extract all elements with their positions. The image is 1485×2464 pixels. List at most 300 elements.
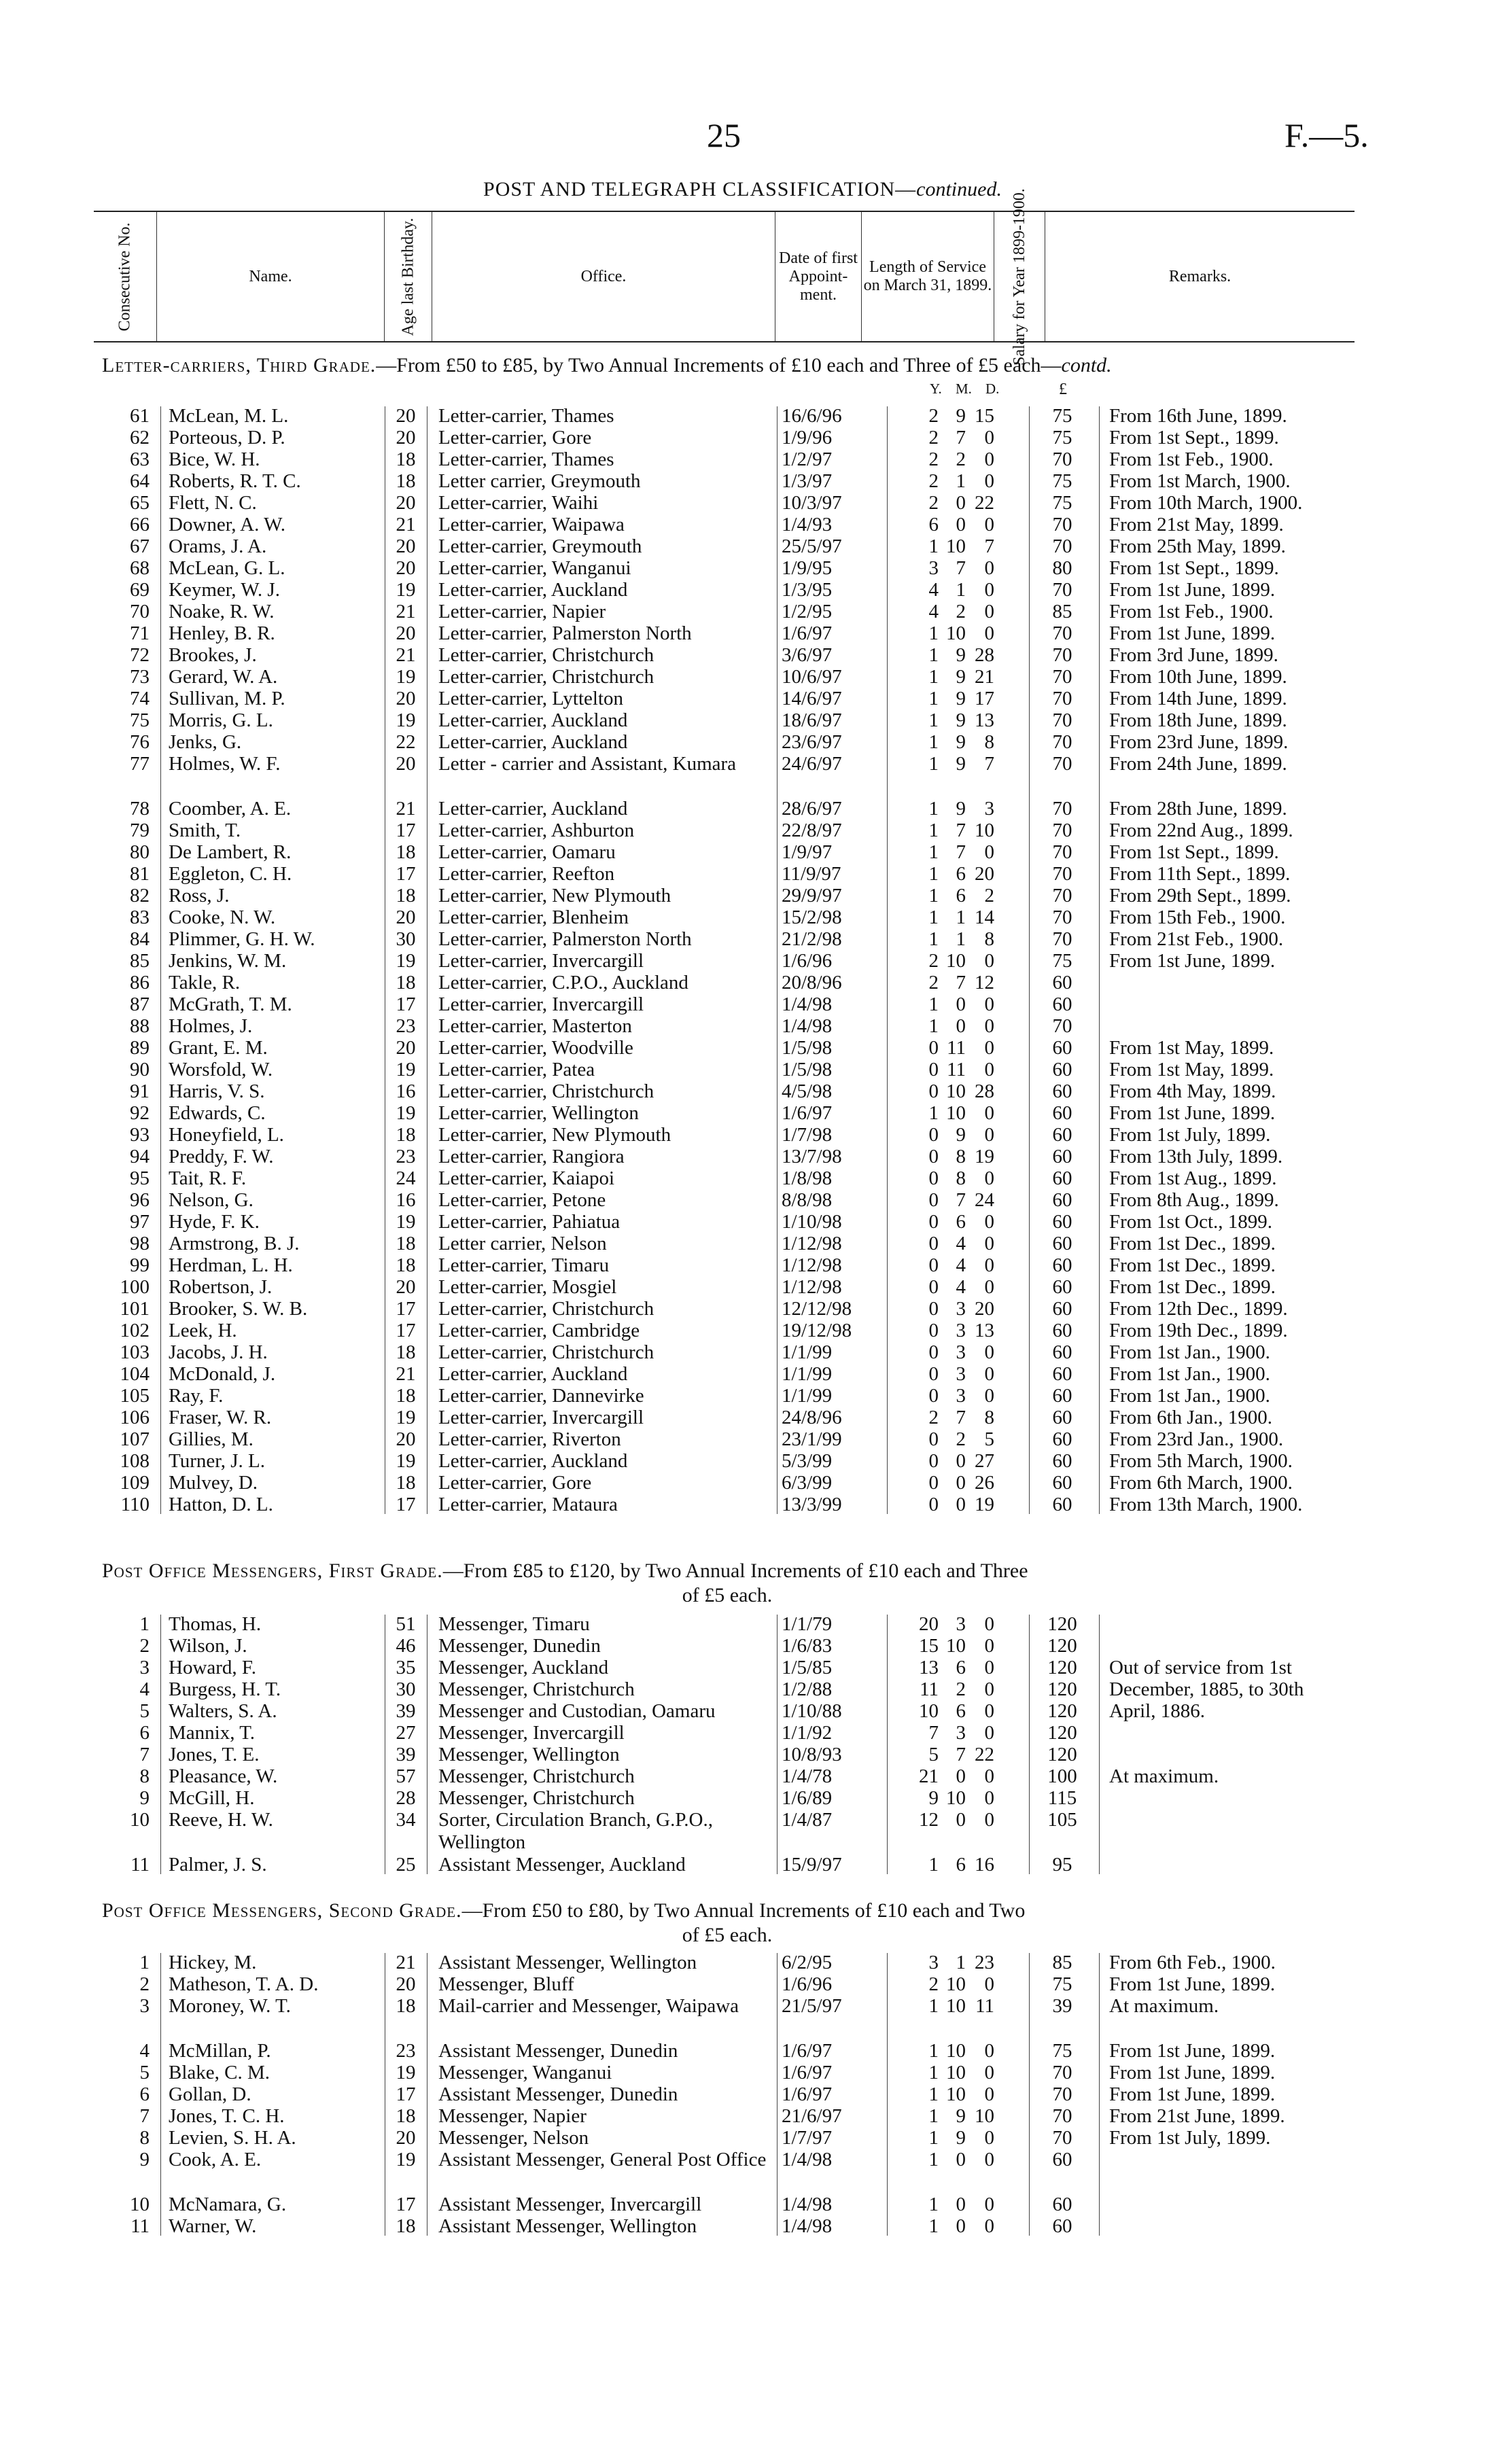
service-months-cell: 0 [956,2194,966,2215]
salary-cell: 60 [1052,1211,1072,1233]
service-days-cell: 22 [975,492,994,514]
service-months-cell: 0 [956,2215,966,2237]
service-years-cell: 0 [928,1189,939,1211]
remarks-cell: From 23rd Jan., 1900. [1109,1428,1284,1450]
table-row [0,928,1485,950]
service-days-cell: 0 [984,1973,994,1995]
service-days-cell: 0 [984,1787,994,1809]
table-row [0,1635,1485,1657]
consecutive-no: 65 [130,492,150,514]
service-months-cell: 0 [956,514,966,535]
messengers-second-grade-table [0,1952,1485,2237]
office-cell: Letter carrier, Nelson [438,1233,607,1254]
appointment-date-cell: 1/6/97 [782,622,833,644]
column-rule [1029,1953,1030,2236]
table-row [0,972,1485,993]
service-days-cell: 0 [984,1211,994,1233]
age-cell: 39 [396,1700,416,1722]
remarks-cell: At maximum. [1109,1765,1219,1787]
service-days-cell: 0 [984,1700,994,1722]
appointment-date-cell: 1/2/95 [782,601,833,622]
service-years-cell: 2 [928,405,939,427]
salary-cell: 70 [1052,2062,1072,2083]
service-months-cell: 2 [956,1678,966,1700]
consecutive-no: 86 [130,972,150,993]
age-cell: 20 [396,2127,416,2149]
remarks-cell: From 1st Jan., 1900. [1109,1341,1270,1363]
service-months-cell: 6 [956,1854,966,1876]
consecutive-no: 94 [130,1146,150,1167]
remarks-cell: From 25th May, 1899. [1109,535,1286,557]
service-months-cell: 4 [956,1233,966,1254]
service-years-cell: 1 [928,644,939,666]
remarks-cell: From 1st June, 1899. [1109,1973,1276,1995]
office-cell: Letter-carrier, Mosgiel [438,1276,617,1298]
office-cell: Letter - carrier and Assistant, Kumara [438,753,737,775]
office-cell: Letter-carrier, Ashburton [438,820,635,841]
service-months-cell: 9 [956,405,966,427]
service-years-cell: 2 [928,1973,939,1995]
office-cell: Letter-carrier, Waipawa [438,514,625,535]
age-cell: 19 [396,1407,416,1428]
name-cell: Eggleton, C. H. [169,863,292,885]
appointment-date-cell: 14/6/97 [782,688,842,709]
age-cell: 21 [396,514,416,535]
table-row [0,1809,1485,1854]
name-cell: Ray, F. [169,1385,224,1407]
service-days-cell: 0 [984,1341,994,1363]
salary-cell: 60 [1052,1494,1072,1515]
table-row [0,2062,1485,2083]
col-length: Length of Service on March 31, 1899. [861,212,994,341]
name-cell: Cooke, N. W. [169,907,276,928]
consecutive-no: 71 [130,622,150,644]
salary-cell: 60 [1052,1407,1072,1428]
consecutive-no: 99 [130,1254,150,1276]
appointment-date-cell: 1/4/98 [782,1015,833,1037]
salary-cell: 60 [1052,1428,1072,1450]
service-days-cell: 20 [975,1298,994,1320]
remarks-cell: Out of service from 1st [1109,1657,1292,1678]
office-cell: Messenger, Christchurch [438,1765,635,1787]
salary-cell: 120 [1047,1635,1077,1657]
remarks-cell: From 29th Sept., 1899. [1109,885,1291,907]
appointment-date-cell: 21/6/97 [782,2105,842,2127]
name-cell: McLean, M. L. [169,405,289,427]
remarks-cell: From 11th Sept., 1899. [1109,863,1291,885]
salary-cell: 85 [1052,1952,1072,1973]
name-cell: Tait, R. F. [169,1167,247,1189]
service-years-cell: 1 [928,798,939,820]
salary-cell: 120 [1047,1657,1077,1678]
consecutive-no: 6 [139,2083,150,2105]
salary-cell: 70 [1052,622,1072,644]
service-months-cell: 9 [956,1124,966,1146]
age-cell: 27 [396,1722,416,1744]
service-days-cell: 0 [984,579,994,601]
age-cell: 18 [396,841,416,863]
salary-cell: 70 [1052,448,1072,470]
office-cell: Letter-carrier, Dannevirke [438,1385,644,1407]
table-row [0,709,1485,731]
service-months-cell: 2 [956,448,966,470]
title-main: POST AND TELEGRAPH CLASSIFICATION— [483,178,917,200]
age-cell: 20 [396,557,416,579]
service-months-cell: 10 [946,622,966,644]
remarks-cell: From 19th Dec., 1899. [1109,1320,1288,1341]
service-days-cell: 0 [984,1613,994,1635]
age-cell: 25 [396,1854,416,1876]
consecutive-no: 2 [139,1635,150,1657]
remarks-cell: From 21st May, 1899. [1109,514,1284,535]
office-cell: Letter-carrier, Blenheim [438,907,629,928]
table-row [0,1341,1485,1363]
col-office: Office. [432,212,775,341]
column-rule [160,1953,161,2236]
appointment-date-cell: 10/6/97 [782,666,842,688]
name-cell: Howard, F. [169,1657,256,1678]
service-years-cell: 2 [928,1407,939,1428]
age-cell: 19 [396,709,416,731]
table-row [0,1428,1485,1450]
service-months-cell: 9 [956,688,966,709]
service-days-cell: 28 [975,1080,994,1102]
service-days-cell: 0 [984,993,994,1015]
remarks-cell: From 6th Feb., 1900. [1109,1952,1276,1973]
salary-cell: 95 [1052,1854,1072,1876]
service-years-cell: 1 [928,731,939,753]
name-cell: Henley, B. R. [169,622,275,644]
service-months-cell: 1 [956,907,966,928]
appointment-date-cell: 10/3/97 [782,492,842,514]
age-cell: 18 [396,448,416,470]
age-cell: 20 [396,1037,416,1059]
name-cell: Jenkins, W. M. [169,950,287,972]
remarks-cell: From 1st June, 1899. [1109,579,1276,601]
age-cell: 21 [396,601,416,622]
salary-cell: 120 [1047,1744,1077,1765]
appointment-date-cell: 1/9/97 [782,841,833,863]
remarks-cell: April, 1886. [1109,1700,1205,1722]
appointment-date-cell: 1/12/98 [782,1233,842,1254]
service-years-cell: 1 [928,2040,939,2062]
table-row [0,1613,1485,1635]
consecutive-no: 76 [130,731,150,753]
age-cell: 18 [396,1254,416,1276]
consecutive-no: 97 [130,1211,150,1233]
consecutive-no: 68 [130,557,150,579]
appointment-date-cell: 24/6/97 [782,753,842,775]
column-rule [1099,406,1100,1514]
name-cell: Blake, C. M. [169,2062,270,2083]
service-months-cell: 10 [946,1787,966,1809]
consecutive-no: 84 [130,928,150,950]
service-years-cell: 1 [928,863,939,885]
col-remarks: Remarks. [1045,212,1355,341]
remarks-cell: From 1st May, 1899. [1109,1037,1274,1059]
service-months-cell: 10 [946,1080,966,1102]
salary-cell: 70 [1052,863,1072,885]
office-cell: Assistant Messenger, Invercargill [438,2194,702,2215]
remarks-cell: From 10th March, 1900. [1109,492,1303,514]
service-years-cell: 0 [928,1037,939,1059]
remarks-cell: From 1st Feb., 1900. [1109,448,1274,470]
salary-cell: 85 [1052,601,1072,622]
remarks-cell: From 21st June, 1899. [1109,2105,1285,2127]
office-cell: Letter-carrier, Rangiora [438,1146,625,1167]
office-cell: Assistant Messenger, Dunedin [438,2040,678,2062]
service-days-cell: 19 [975,1494,994,1515]
consecutive-no: 67 [130,535,150,557]
age-cell: 18 [396,1995,416,2017]
office-cell: Letter-carrier, Christchurch [438,1080,654,1102]
consecutive-no: 3 [139,1995,150,2017]
consecutive-no: 9 [139,1787,150,1809]
name-cell: McGrath, T. M. [169,993,292,1015]
service-years-cell: 1 [928,753,939,775]
table-row [0,1657,1485,1678]
consecutive-no: 96 [130,1189,150,1211]
name-cell: Armstrong, B. J. [169,1233,300,1254]
service-days-cell: 3 [984,798,994,820]
service-months-cell: 4 [956,1254,966,1276]
service-months-cell: 0 [956,993,966,1015]
table-row [0,1363,1485,1385]
appointment-date-cell: 1/4/98 [782,2194,833,2215]
table-row [0,1973,1485,1995]
age-cell: 18 [396,2215,416,2237]
salary-cell: 100 [1047,1765,1077,1787]
service-years-cell: 1 [928,622,939,644]
service-years-cell: 1 [928,993,939,1015]
appointment-date-cell: 1/1/79 [782,1613,833,1635]
appointment-date-cell: 1/6/83 [782,1635,833,1657]
salary-cell: 60 [1052,972,1072,993]
name-cell: Jones, T. E. [169,1744,260,1765]
salary-cell: 70 [1052,753,1072,775]
name-cell: Porteous, D. P. [169,427,285,448]
service-days-cell: 0 [984,1124,994,1146]
service-years-cell: 0 [928,1428,939,1450]
name-cell: Jones, T. C. H. [169,2105,285,2127]
service-months-cell: 3 [956,1341,966,1363]
office-cell: Letter-carrier, C.P.O., Auckland [438,972,688,993]
consecutive-no: 104 [120,1363,150,1385]
age-cell: 20 [396,1428,416,1450]
consecutive-no: 101 [120,1298,150,1320]
service-years-cell: 0 [928,1059,939,1080]
service-months-cell: 7 [956,972,966,993]
name-cell: Warner, W. [169,2215,257,2237]
consecutive-no: 78 [130,798,150,820]
remarks-cell: From 1st Dec., 1899. [1109,1233,1276,1254]
office-cell: Letter-carrier, Invercargill [438,950,644,972]
table-row [0,579,1485,601]
service-years-cell: 0 [928,1363,939,1385]
consecutive-no: 105 [120,1385,150,1407]
office-cell: Assistant Messenger, Wellington [438,2215,697,2237]
name-cell: Nelson, G. [169,1189,254,1211]
consecutive-no: 77 [130,753,150,775]
name-cell: McNamara, G. [169,2194,287,2215]
table-row [0,1146,1485,1167]
table-row [0,798,1485,820]
service-days-cell: 14 [975,907,994,928]
office-cell: Messenger and Custodian, Oamaru [438,1700,716,1722]
service-months-cell: 7 [956,820,966,841]
service-years-cell: 12 [919,1809,939,1831]
table-row [0,1211,1485,1233]
service-days-cell: 0 [984,2215,994,2237]
office-cell: Letter-carrier, Greymouth [438,535,642,557]
salary-cell: 70 [1052,798,1072,820]
name-cell: Harris, V. S. [169,1080,265,1102]
column-rule [1099,1953,1100,2236]
consecutive-no: 7 [139,1744,150,1765]
appointment-date-cell: 11/9/97 [782,863,841,885]
salary-cell: 120 [1047,1613,1077,1635]
service-years-cell: 1 [928,2215,939,2237]
salary-cell: 70 [1052,535,1072,557]
age-cell: 20 [396,492,416,514]
table-row [0,1744,1485,1765]
office-cell: Letter-carrier, Christchurch [438,1298,654,1320]
service-days-cell: 0 [984,841,994,863]
service-months-cell: 1 [956,1952,966,1973]
appointment-date-cell: 1/4/98 [782,2215,833,2237]
salary-cell: 60 [1052,1037,1072,1059]
office-cell: Letter-carrier, Timaru [438,1254,610,1276]
table-row [0,1995,1485,2040]
service-months-cell: 11 [947,1059,966,1080]
salary-cell: 60 [1052,1059,1072,1080]
appointment-date-cell: 25/5/97 [782,535,842,557]
appointment-date-cell: 1/3/97 [782,470,833,492]
age-cell: 17 [396,1320,416,1341]
consecutive-no: 80 [130,841,150,863]
consecutive-no: 8 [139,1765,150,1787]
service-months-cell: 6 [956,863,966,885]
appointment-date-cell: 1/1/92 [782,1722,833,1744]
service-years-cell: 4 [928,601,939,622]
service-months-cell: 3 [956,1320,966,1341]
age-cell: 21 [396,644,416,666]
office-cell: Mail-carrier and Messenger, Waipawa [438,1995,739,2017]
table-row [0,1059,1485,1080]
office-cell: Letter carrier, Greymouth [438,470,641,492]
name-cell: Brookes, J. [169,644,257,666]
name-cell: Mannix, T. [169,1722,256,1744]
service-years-cell: 2 [928,470,939,492]
appointment-date-cell: 1/4/93 [782,514,833,535]
remarks-cell: From 1st June, 1899. [1109,2083,1276,2105]
consecutive-no: 4 [139,1678,150,1700]
remarks-cell: From 4th May, 1899. [1109,1080,1276,1102]
service-years-cell: 20 [919,1613,939,1635]
col-age: Age last Birthday. [384,212,432,341]
service-years-cell: 2 [928,950,939,972]
remarks-cell: From 1st Sept., 1899. [1109,557,1279,579]
salary-cell: 70 [1052,514,1072,535]
name-cell: Cook, A. E. [169,2149,262,2170]
service-months-cell: 2 [956,601,966,622]
service-days-cell: 0 [984,514,994,535]
service-days-cell: 21 [975,666,994,688]
remarks-cell: From 1st Sept., 1899. [1109,427,1279,448]
table-row [0,1102,1485,1124]
appointment-date-cell: 20/8/96 [782,972,842,993]
name-cell: Edwards, C. [169,1102,266,1124]
ymd-pound: £ [1059,381,1067,398]
service-years-cell: 1 [928,2127,939,2149]
remarks-cell: From 21st Feb., 1900. [1109,928,1284,950]
service-years-cell: 4 [928,579,939,601]
office-cell: Letter-carrier, Invercargill [438,1407,644,1428]
office-cell: Messenger, Auckland [438,1657,609,1678]
name-cell: McLean, G. L. [169,557,285,579]
remarks-cell: From 3rd June, 1899. [1109,644,1278,666]
service-days-cell: 0 [984,1809,994,1831]
column-rule [160,406,161,1514]
age-cell: 17 [396,993,416,1015]
office-cell: Letter-carrier, Cambridge [438,1320,640,1341]
name-cell: Thomas, H. [169,1613,262,1635]
appointment-date-cell: 1/4/87 [782,1809,833,1831]
service-days-cell: 0 [984,1167,994,1189]
table-row [0,1854,1485,1876]
table-row [0,492,1485,514]
service-days-cell: 0 [984,1015,994,1037]
appointment-date-cell: 28/6/97 [782,798,842,820]
service-days-cell: 0 [984,470,994,492]
service-days-cell: 23 [975,1952,994,1973]
age-cell: 23 [396,2040,416,2062]
table-row [0,2194,1485,2215]
appointment-date-cell: 13/7/98 [782,1146,842,1167]
table-row [0,1254,1485,1276]
service-years-cell: 1 [928,1854,939,1876]
office-cell: Messenger, Christchurch [438,1678,635,1700]
remarks-cell: From 1st Jan., 1900. [1109,1385,1270,1407]
consecutive-no: 100 [120,1276,150,1298]
age-cell: 20 [396,405,416,427]
column-rule [887,1953,888,2236]
salary-cell: 60 [1052,1189,1072,1211]
consecutive-no: 62 [130,427,150,448]
service-years-cell: 1 [928,2149,939,2170]
table-row [0,753,1485,798]
appointment-date-cell: 1/4/78 [782,1765,833,1787]
table-row [0,2040,1485,2062]
table-row [0,1787,1485,1809]
service-days-cell: 0 [984,2083,994,2105]
service-days-cell: 5 [984,1428,994,1450]
salary-cell: 60 [1052,1146,1072,1167]
table-row [0,2127,1485,2149]
age-cell: 19 [396,2062,416,2083]
age-cell: 23 [396,1146,416,1167]
appointment-date-cell: 1/12/98 [782,1276,842,1298]
service-months-cell: 7 [956,1744,966,1765]
name-cell: Grant, E. M. [169,1037,268,1059]
section-heading-1: Letter-carriers, Third Grade.—From £50 to £85, by Two Annual Increments of £10 each and Three of £5 each—contd. [102,354,1112,376]
age-cell: 20 [396,907,416,928]
consecutive-no: 83 [130,907,150,928]
service-years-cell: 11 [920,1678,939,1700]
office-cell: Assistant Messenger, Wellington [438,1952,697,1973]
service-months-cell: 10 [946,1973,966,1995]
consecutive-no: 89 [130,1037,150,1059]
